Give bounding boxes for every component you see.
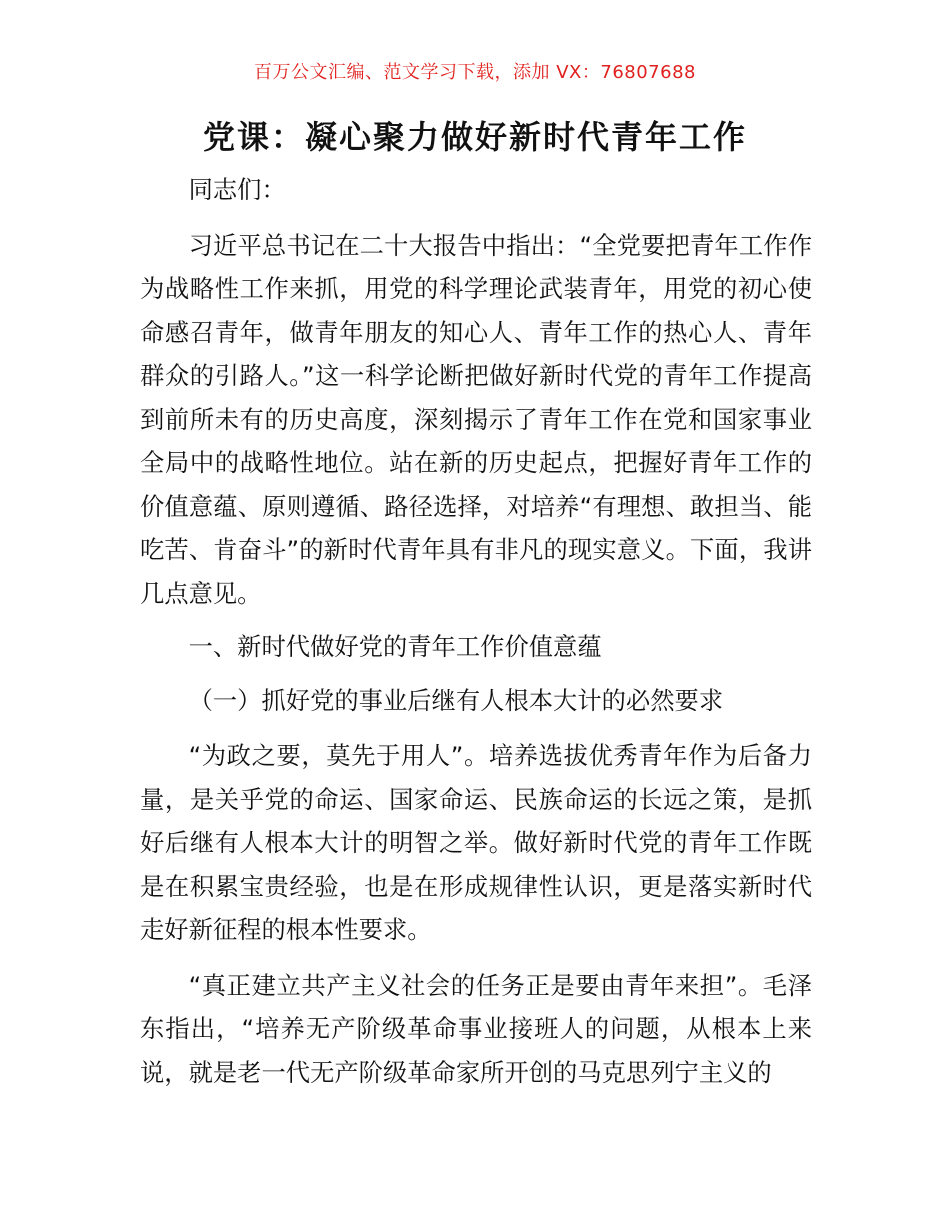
document-title: 党课：凝心聚力做好新时代青年工作 xyxy=(202,118,747,156)
watermark-header-note: 百万公文汇编、范文学习下载，添加 VX：76807688 xyxy=(254,62,696,83)
section-heading-1: 一、新时代做好党的青年工作价值意蕴 xyxy=(188,632,602,661)
paragraph-body-1: “为政之要，莫先于用人”。培养选拔优秀青年作为后备力量，是关乎党的命运、国家命运、民族命运的长远之策，是抓好后继有人根本大计的明智之举。做好新时代党的青年工作既是在积累宝贵经验，也是在形成规律性认识，更是落实新时代走好新征程的根本性要求。 xyxy=(140,741,812,944)
paragraph-intro: 习近平总书记在二十大报告中指出：“全党要把青年工作作为战略性工作来抓，用党的科学理论武装青年，用党的初心使命感召青年，做青年朋友的知心人、青年工作的热心人、青年群众的引路人。”这一科学论断把做好新时代党的青年工作提高到前所未有的历史高度，深刻揭示了青年工作在党和国家事业全局中的战略性地位。站在新的历史起点，把握好青年工作的价值意蕴、原则遵循、路径选择，对培养“有理想、敢担当、能吃苦、肯奋斗”的新时代青年具有非凡的现实意义。下面，我讲几点意见。 xyxy=(140,230,812,608)
greeting: 同志们： xyxy=(188,175,286,204)
subsection-heading-1: （一）抓好党的事业后继有人根本大计的必然要求 xyxy=(188,685,724,715)
document-body xyxy=(140,168,812,1094)
paragraph-body-2: “真正建立共产主义社会的任务正是要由青年来担”。毛泽东指出，“培养无产阶级革命事业接班人的问题，从根本上来说，就是老一代无产阶级革命家所开创的马克思列宁主义的 xyxy=(140,970,812,1087)
